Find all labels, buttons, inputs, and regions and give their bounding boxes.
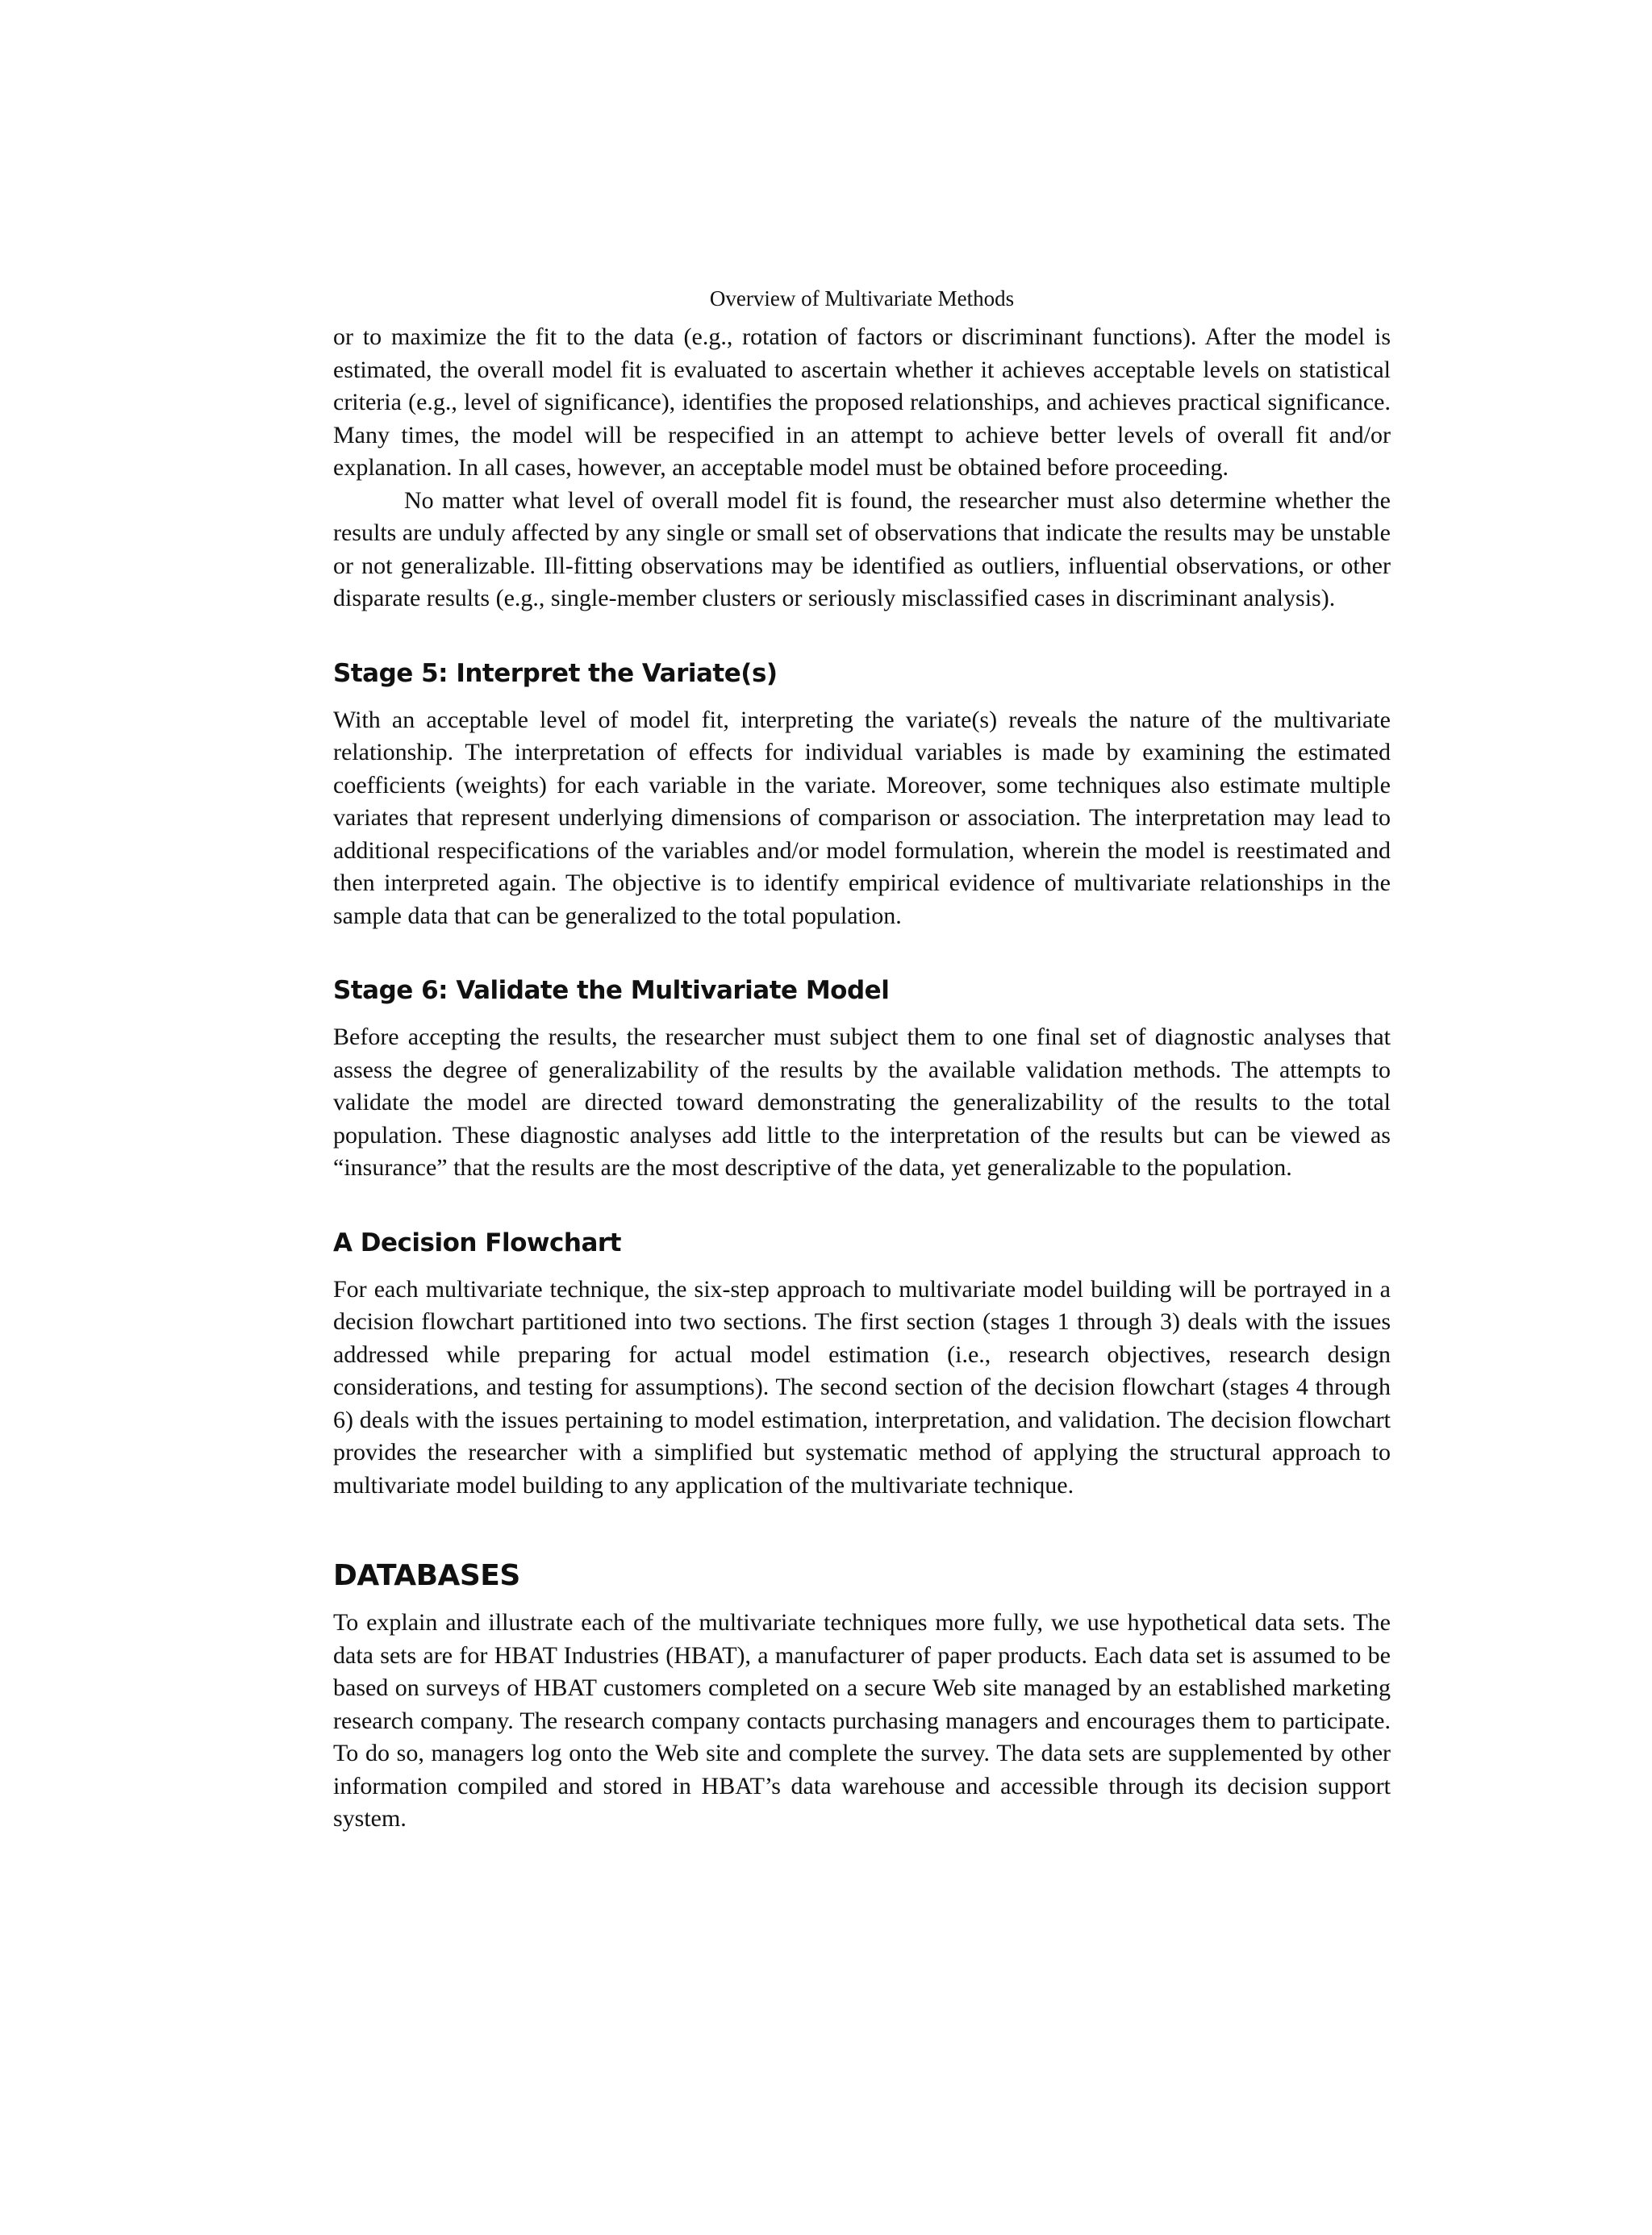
paragraph-databases: To explain and illustrate each of the multivariate techniques more fully, we use hypothetical data sets. The data sets are for HBAT Industries (HBAT), a manufacturer of paper products. Each data set is assumed to be based on surveys of HBAT customers completed on a secure Web site managed by an established marketing research company. The research company contacts purchasing managers and encourages them to participate. To do so, managers log onto the Web site and complete the survey. The data sets are supplemented by other information compiled and stored in HBAT’s data warehouse and accessible through its decision support system. xyxy=(333,1609,1391,1832)
running-head: Overview of Multivariate Methods xyxy=(709,286,1015,311)
paragraph-decision-flowchart: For each multivariate technique, the six-step approach to multivariate model building will be portrayed in a decision flowchart partitioned into two sections. The first section (stages 1 through 3) deals with the issues addressed while preparing for actual model estimation (i.e., research objectives, research design considerations, and testing for assumptions). The second section of the decision flowchart (stages 4 through 6) deals with the issues pertaining to model estimation, interpretation, and validation. The decision flowchart provides the researcher with a simplified but systematic method of applying the structural approach to multivariate model building to any application of the multivariate technique. xyxy=(333,1275,1391,1499)
paragraph-interpret-variate: With an acceptable level of model fit, interpreting the variate(s) reveals the nature of the multivariate relationship. The interpretation of effects for individual variables is made by examining the estimated coefficients (weights) for each variable in the variate. Moreover, some techniques also estimate multiple variates that represent underlying dimensions of comparison or association. The interpretation may lead to additional respecifications of the variables and/or model formulation, wherein the model is reestimated and then interpreted again. The objective is to identify empirical evidence of multivariate relationships in the sample data that can be generalized to the total population. xyxy=(333,706,1391,929)
page-body xyxy=(333,282,1391,1836)
heading-databases: DATABASES xyxy=(333,1559,520,1592)
heading-stage-6: Stage 6: Validate the Multivariate Model xyxy=(333,976,890,1005)
heading-decision-flowchart: A Decision Flowchart xyxy=(333,1228,621,1257)
paragraph-model-fit: or to maximize the fit to the data (e.g., rotation of factors or discriminant functions). After the model is estimated, the overall model fit is evaluated to ascertain whether it achieves acceptable levels on statistical criteria (e.g., level of significance), identifies the proposed relationships, and achieves practical significance. Many times, the model will be respecified in an attempt to achieve better levels of overall fit and/or explanation. In all cases, however, an acceptable model must be obtained before proceeding. xyxy=(333,323,1391,481)
heading-stage-5: Stage 5: Interpret the Variate(s) xyxy=(333,658,778,688)
paragraph-observations: No matter what level of overall model fit is found, the researcher must also determine whether the results are unduly affected by any single or small set of observations that indicate the results may be unstable or not generalizable. Ill-fitting observations may be identified as outliers, influential observations, or other disparate results (e.g., single-member clusters or seriously misclassified cases in discriminant analysis). xyxy=(333,486,1391,611)
paragraph-validate-model: Before accepting the results, the researcher must subject them to one final set of diagnostic analyses that assess the degree of generalizability of the results by the available validation methods. The attempts to validate the model are directed toward demonstrating the generalizability of the results to the total population. These diagnostic analyses add little to the interpretation of the results but can be viewed as “insurance” that the results are the most descriptive of the data, yet generalizable to the population. xyxy=(333,1024,1391,1181)
